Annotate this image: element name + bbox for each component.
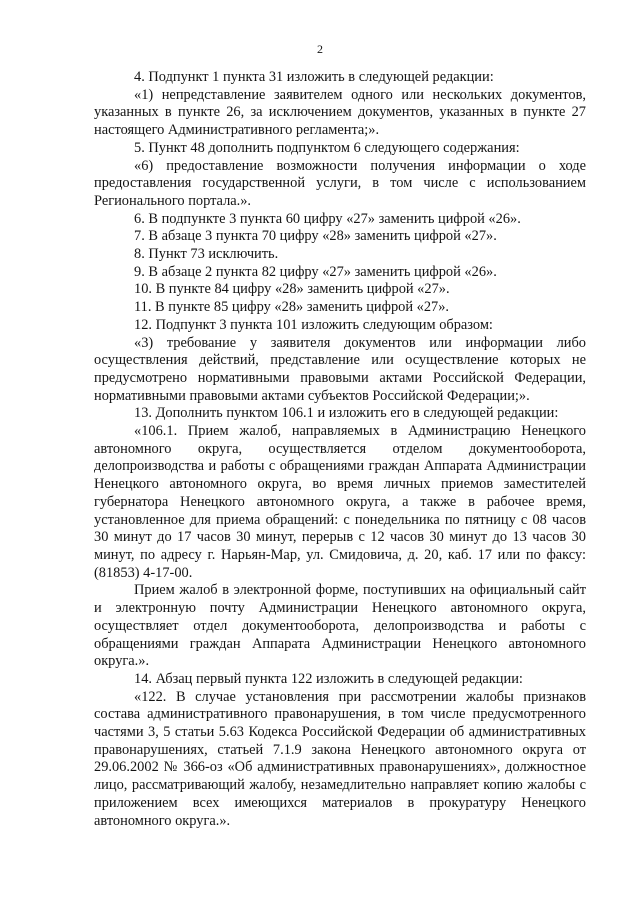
paragraph-item-6: 6. В подпункте 3 пункта 60 цифру «27» заменить цифрой «26». bbox=[134, 210, 521, 227]
paragraph-item-4: 4. Подпункт 1 пункта 31 изложить в следующей редакции: bbox=[134, 69, 494, 85]
paragraph-122-text: «122. В случае установления при рассмотрении жалобы признаков состава административного правонарушения, в том числе предусмотренного частями 3, 5 статьи 5.63 Кодекса Российской Федерации об административных правонарушениях, статьей 7.1.9 закона Ненецкого автономного округа от 29.06.2002 № 366-оз «Об административных правонарушениях», должностное лицо, рассматривающий жалобу, незамедлительно направляет копию жалобы с приложением всех имеющихся материалов в прокуратуру Ненецкого автономного округа.». bbox=[94, 688, 586, 829]
paragraph-item-5: 5. Пункт 48 дополнить подпунктом 6 следующего содержания: bbox=[134, 139, 520, 156]
paragraph-106-1-electronic: Прием жалоб в электронной форме, поступивших на официальный сайт и электронную почту Администрации Ненецкого автономного округа, осуществляет отдел документооборота, делопроизводства и работы с обращениями граждан Аппарата Администрации Ненецкого автономного округа.». bbox=[94, 582, 586, 670]
paragraph-item-11: 11. В пункте 85 цифру «28» заменить цифрой «27». bbox=[134, 299, 450, 316]
paragraph-item-13: 13. Дополнить пунктом 106.1 и изложить его в следующей редакции: bbox=[134, 405, 559, 422]
paragraph-item-7: 7. В абзаце 3 пункта 70 цифру «28» заменить цифрой «27». bbox=[134, 228, 497, 245]
paragraph-item-10: 10. В пункте 84 цифру «28» заменить цифрой «27». bbox=[134, 281, 450, 298]
paragraph-item-8: 8. Пункт 73 исключить. bbox=[134, 246, 279, 263]
document-body bbox=[94, 69, 586, 830]
paragraph-subitem-6-text: «6) предоставление возможности получения информации о ходе предоставления государственной услуги, в том числе с использованием Регионального портала.». bbox=[94, 157, 586, 209]
paragraph-item-9: 9. В абзаце 2 пункта 82 цифру «27» заменить цифрой «26». bbox=[134, 263, 497, 280]
paragraph-item-14: 14. Абзац первый пункта 122 изложить в следующей редакции: bbox=[134, 670, 523, 687]
page-number: 2 bbox=[317, 42, 323, 56]
paragraph-106-1-text: «106.1. Прием жалоб, направляемых в Администрацию Ненецкого автономного округа, осуществляется отделом документооборота, делопроизводства и работы с обращениями граждан Аппарата Администрации Ненецкого автономного округа, во время личных приемов заместителей губернатора Ненецкого автономного округа, а также в рабочее время, установленное для приема обращений: с понедельника по пятницу с 08 часов 30 минут до 17 часов 30 минут, перерыв с 12 часов 30 минут до 13 часов 30 минут, по адресу г. Нарьян-Мар, ул. Смидовича, д. 20, каб. 17 или по факсу: (81853) 4-17-00. bbox=[94, 423, 586, 581]
paragraph-item-12: 12. Подпункт 3 пункта 101 изложить следующим образом: bbox=[134, 316, 493, 333]
paragraph-subitem-3-text: «3) требование у заявителя документов или информации либо осуществления действий, представление или осуществление которых не предусмотрено нормативными правовыми актами Российской Федерации, нормативными правовыми актами субъектов Российской Федерации;». bbox=[94, 334, 586, 404]
paragraph-subitem-1-text: «1) непредставление заявителем одного или нескольких документов, указанных в пункте 26, за исключением документов, указанных в пункте 27 настоящего Административного регламента;». bbox=[94, 86, 586, 139]
